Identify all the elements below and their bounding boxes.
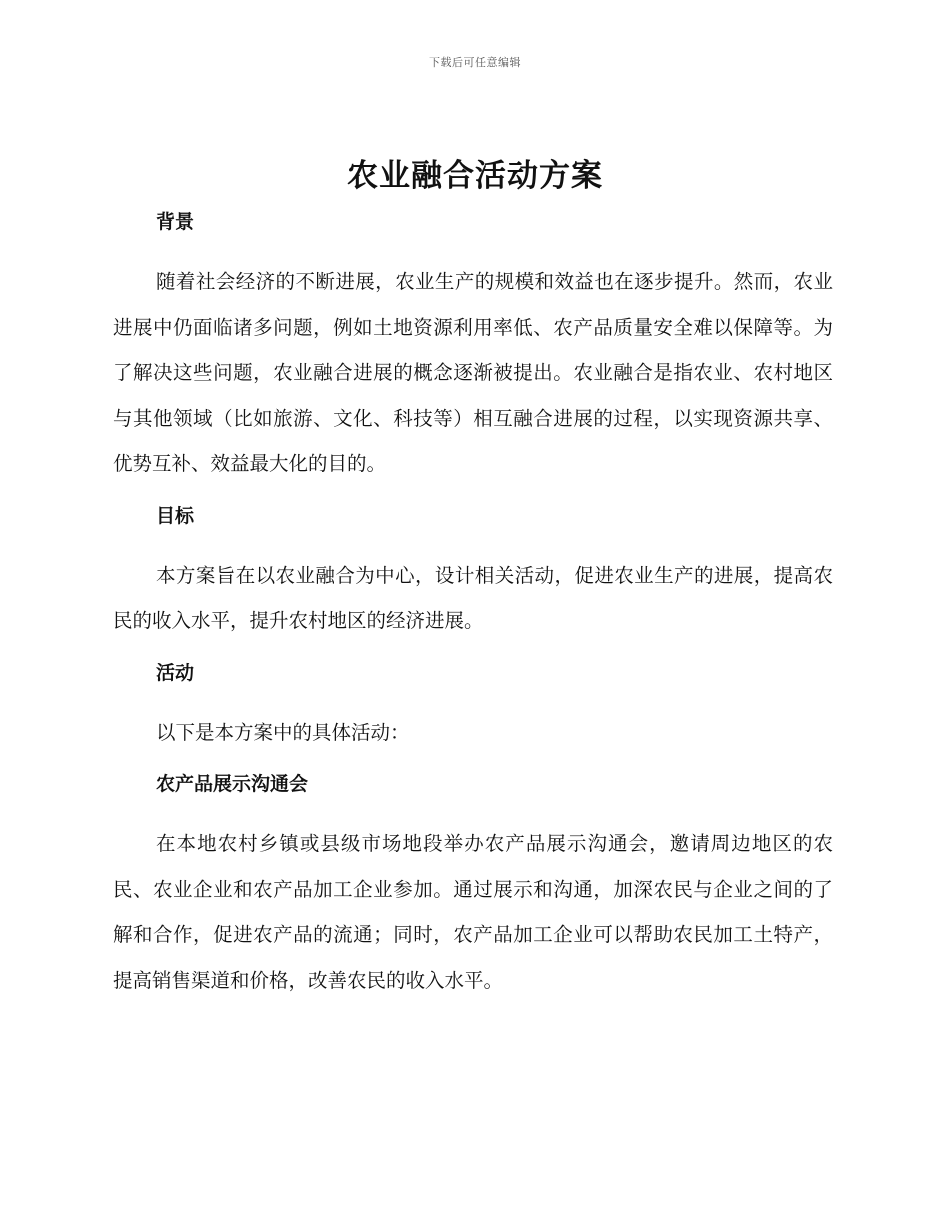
section-paragraph-activities: 以下是本方案中的具体活动： — [156, 720, 410, 744]
section-paragraph-product-exhibition: 在本地农村乡镇或县级市场地段举办农产品展示沟通会，邀请周边地区的农民、农业企业和农产品加工企业参加。通过展示和沟通，加深农民与企业之间的了解和合作，促进农产品的流通；同时，农产品加工企业可以帮助农民加工土特产，提高销售渠道和价格，改善农民的收入水平。 — [113, 832, 833, 992]
header-note: 下载后可任意编辑 — [429, 56, 521, 69]
section-paragraph-goal: 本方案旨在以农业融合为中心，设计相关活动，促进农业生产的进展，提高农民的收入水平，提升农村地区的经济进展。 — [113, 563, 833, 632]
section-heading-activities: 活动 — [156, 661, 195, 684]
section-heading-background: 背景 — [156, 211, 195, 233]
section-paragraph-background: 随着社会经济的不断进展，农业生产的规模和效益也在逐步提升。然而，农业进展中仍面临诸多问题，例如土地资源利用率低、农产品质量安全难以保障等。为了解决这些问题，农业融合进展的概念逐渐被提出。农业融合是指农业、农村地区与其他领域（比如旅游、文化、科技等）相互融合进展的过程，以实现资源共享、优势互补、效益最大化的目的。 — [113, 270, 833, 475]
document-body — [113, 205, 833, 1003]
section-heading-goal: 目标 — [156, 504, 195, 527]
section-heading-product-exhibition: 农产品展示沟通会 — [156, 773, 309, 795]
document-title: 农业融合活动方案 — [347, 158, 603, 194]
